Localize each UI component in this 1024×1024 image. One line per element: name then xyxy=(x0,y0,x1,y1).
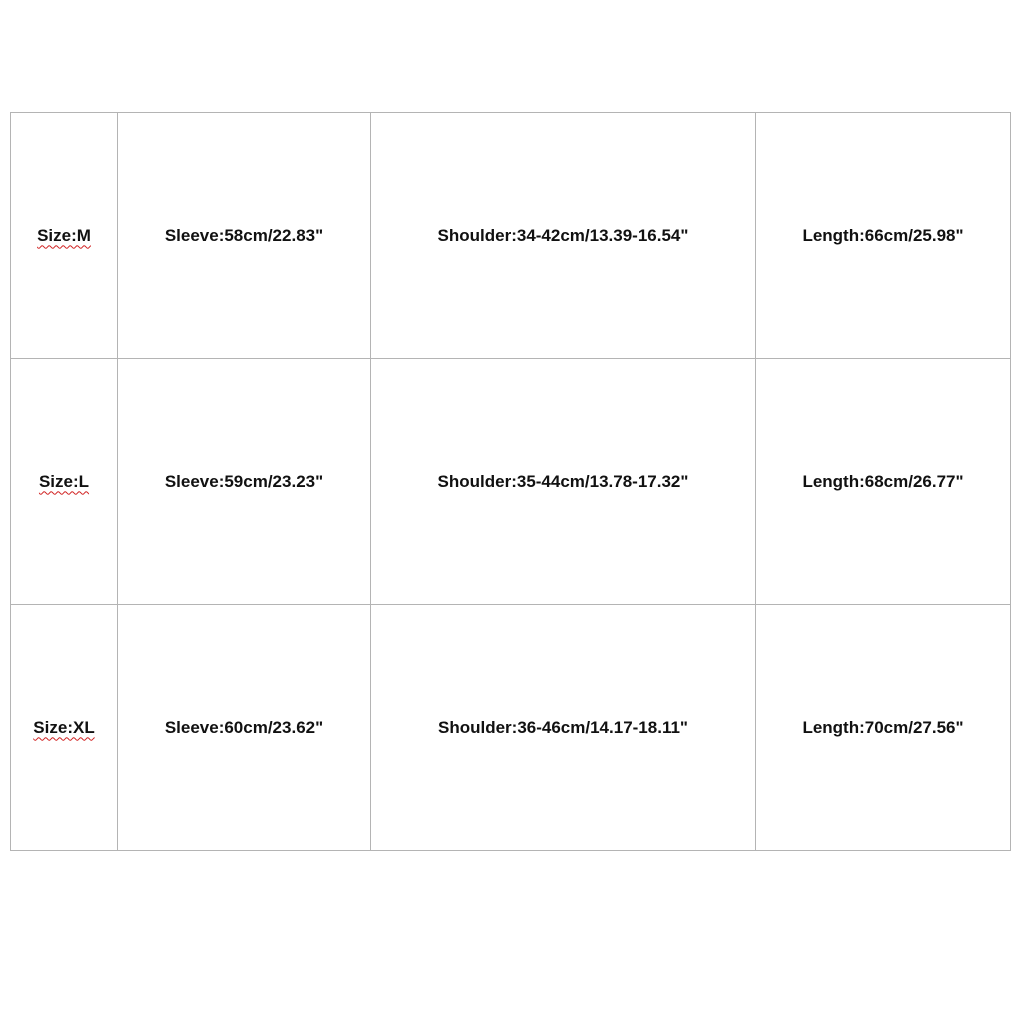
size-cell xyxy=(11,359,118,605)
size-label: Size:M xyxy=(37,225,91,245)
length-cell: Length:68cm/26.77" xyxy=(756,359,1011,605)
shoulder-cell: Shoulder:34-42cm/13.39-16.54" xyxy=(371,113,756,359)
size-cell xyxy=(11,605,118,851)
size-chart-table xyxy=(10,112,1011,851)
size-cell xyxy=(11,113,118,359)
table-row xyxy=(11,113,1011,359)
length-cell: Length:66cm/25.98" xyxy=(756,113,1011,359)
sleeve-cell: Sleeve:60cm/23.62" xyxy=(118,605,371,851)
sleeve-cell: Sleeve:59cm/23.23" xyxy=(118,359,371,605)
table-row xyxy=(11,359,1011,605)
size-label: Size:XL xyxy=(33,717,95,737)
shoulder-cell: Shoulder:35-44cm/13.78-17.32" xyxy=(371,359,756,605)
length-cell: Length:70cm/27.56" xyxy=(756,605,1011,851)
size-label: Size:L xyxy=(38,471,90,491)
table-row xyxy=(11,605,1011,851)
sleeve-cell: Sleeve:58cm/22.83" xyxy=(118,113,371,359)
shoulder-cell: Shoulder:36-46cm/14.17-18.11" xyxy=(371,605,756,851)
